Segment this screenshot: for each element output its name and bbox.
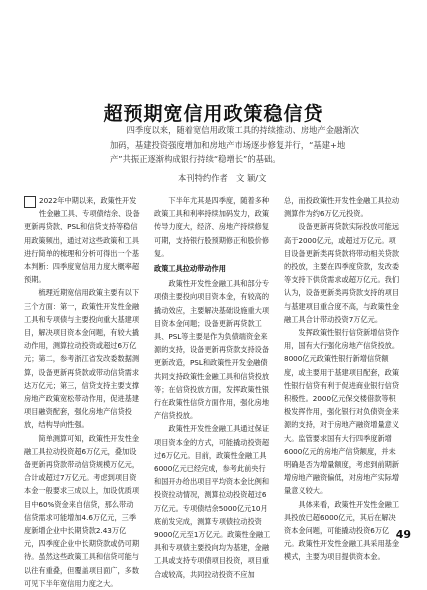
drop-cap-box-icon: [24, 196, 36, 208]
text-column-2: [154, 194, 272, 581]
text-column-1: [24, 194, 140, 590]
paragraph: 设备更新再贷款实际投放可能远高于2000亿元，或超过万亿元。项目设备更新类再贷款将带动相关贷款的投放，主要在四季度贷款，发改委等支持下供货需求或超万亿元。我们认为，设备更新类再贷款支持的项目与基建项目重合度不高，与政策性金融工具合计带动投资7万亿元。: [284, 222, 400, 324]
text-column-3: [284, 194, 402, 564]
paragraph: 政策性开发性金融工具通过保证项目资本金的方式，可能撬动投资超过6万亿元。目前，政策性金融工具6000亿元已经完成，参考此前央行和国开办给出项目平均资本金比例和投资拉动情况，测算拉动投资超过6万亿元。专项债结余5000亿元10月底前发完成，测算专项债拉动投资9000亿元至1万亿元。政策性金融工具和专项债主要投向均为基建，金融工具或支持专项债项目投资，项目重合或较高，共同拉动投资不应加: [154, 424, 271, 579]
page-number: 49: [395, 528, 411, 541]
paragraph-text: 2022年中期以来，政策性开发性金融工具、专项债结余、设备更新再贷款、PSL和信贷支持等稳信用政策频出，通过对这些政策和工具进行简单的梳理和分析可得出一个基本判断：四季度宽信用力度大概率超预期。: [24, 196, 140, 285]
paragraph: 总，而投政策性开发性金融工具拉动测算作为约6万亿元投资。: [284, 196, 400, 219]
paragraph: 政策性开发性金融工具和部分专项债主要投向项目资本金，有较高的撬动效应，主要解决基础设施重大项目资本金问题；设备更新再贷款工具、PSL等主要是作为负债端资金来源的支持，设备更新再贷款支持设备更新改造，PSL和政策性开发金融债共同支持政策性金融工具和信贷投放等；在信贷投放方面，发挥政策性银行在政策性信贷方面作用，强化房地产信贷投放。: [154, 279, 270, 421]
section-heading: 政策工具拉动带动作用: [154, 264, 226, 274]
paragraph: 发挥政策性银行信贷新增信贷作用，国有大行强化房地产信贷投放。8000亿元政策性银行新增信贷额度，或主要用于基建项目配套，政策性银行信贷有利于促进商业银行信贷积极性。2000亿元保交楼借款等积极发挥作用，强化银行对负债资金来源的支持，对于房地产融资增量意义大。监管要求国有大行四季度新增6000亿元的房地产信贷额度，并未明确是否为增量额度，考虑到前期新增房地产融资偏低，对房地产实际增量意义较大。: [284, 328, 400, 496]
paragraph: 下半年尤其是四季度，随着多种政策工具和利率持续加码发力，政策传导力度大，经济、房地产持续修复可期，支持银行股预期修正和股价修复。: [154, 196, 270, 258]
article-title: 超预期宽信用政策稳信贷: [103, 102, 324, 125]
paragraph: 梳理近期宽信用政策主要有以下三个方面：第一，政策性开发性金融工具和专项债与主要投向重大基建项目，解决项目资本金问题，有较大撬动作用，测算拉动投资或超过6万亿元；第二，参考浙江省发改委数据测算，设备更新再贷款或带动信贷需求达万亿元；第三，信贷支持主要支撑房地产政策宽松带动作用，促进基建项目融资配套，强化房地产信贷投放，结构导向性强。: [24, 288, 140, 430]
paragraph: 简单测算可知，政策性开发性金融工具拉动投资超6万亿元，叠加设备更新再贷款带动信贷规模万亿元，合计或超过7万亿元。考虑到项目资本金一般要求三成以上，加设优质项目中60%资金来自信贷，那么带动信贷需求可能增加4.6万亿元，三季度新增企业中长期贷款2.43万亿元，四季度企业中长期贷款或仍可期待。虽然这些政策工具和信贷可能与以往有重叠，但覆盖项目面广，多数可见下半年宽信用力度之大。: [24, 433, 140, 588]
paragraph: 具体来看，政策性开发性金融工具投放已超6000亿元，其后在解决资本金问题，可能撬动投资6万亿元。政策性开发性金融工具采用基金模式，主要为项目提供资本金。: [284, 499, 400, 562]
top-bar: [0, 0, 427, 8]
article-byline: 本刊特约作者 文 颖/文: [178, 173, 267, 183]
article-summary: 四季度以来，随着宽信用政策工具的持续推动、房地产金融渐次加码，基建投资强度增加和房地产市场逐步修复并行，“基建+地产”共振正逐渐构成银行持续“稳增长”的基础。: [110, 125, 359, 164]
paragraph: [24, 194, 140, 286]
